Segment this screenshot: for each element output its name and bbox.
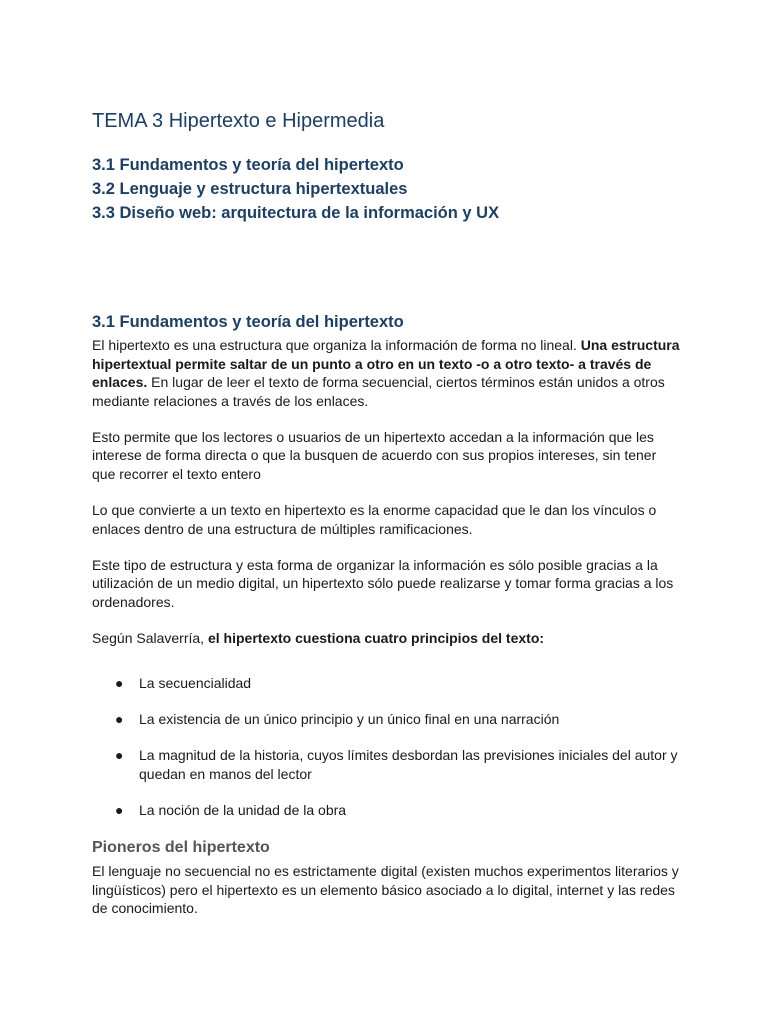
paragraph-4: Este tipo de estructura y esta forma de organizar la información es sólo posible gracias a la utilización de un medio digital, un hipertexto sólo puede realizarse y tomar forma gracias a los ordenadores.	[92, 556, 674, 611]
paragraph-1-bold: Una estructura hipertextual permite saltar de un punto a otro en un texto -o a otro texto- a través de enlaces.	[92, 337, 680, 391]
paragraph-5-bold: el hipertexto cuestiona cuatro principios del texto:	[207, 630, 545, 647]
bullet-icon: ●	[115, 801, 124, 818]
paragraph-5	[92, 629, 682, 648]
paragraph-2: Esto permite que los lectores o usuarios de un hipertexto accedan a la información que les interese de forma directa o que la busquen de acuerdo con sus propios intereses, sin tener que recorrer el texto entero	[92, 428, 657, 483]
table-of-contents	[92, 153, 682, 225]
subsection-paragraph-1: El lenguaje no secuencial no es estrictamente digital (existen muchos experimentos literarios y lingüísticos) pero el hipertexto es un elemento básico asociado a lo digital, internet y las redes de conocimiento.	[92, 863, 679, 917]
toc-item-3-1: 3.1 Fundamentos y teoría del hipertexto	[92, 156, 404, 174]
principles-list	[92, 674, 682, 820]
list-item	[92, 746, 682, 783]
list-item-text: La noción de la unidad de la obra	[139, 801, 347, 818]
paragraph-5-text-a: Según Salaverría,	[92, 630, 208, 647]
toc-item-3-3: 3.3 Diseño web: arquitectura de la información y UX	[92, 204, 500, 222]
paragraph-1	[92, 336, 682, 410]
paragraph-3: Lo que convierte a un texto en hipertexto es la enorme capacidad que le dan los vínculos o enlaces dentro de una estructura de múltiples ramificaciones.	[92, 502, 657, 537]
list-item	[92, 801, 682, 820]
subsection-heading: Pioneros del hipertexto	[92, 839, 270, 857]
list-item-text: La magnitud de la historia, cuyos límites desbordan las previsiones iniciales del autor y quedan en manos del lector	[139, 747, 678, 782]
list-item	[92, 710, 682, 729]
list-item-text: La existencia de un único principio y un único final en una narración	[139, 710, 560, 727]
bullet-icon: ●	[115, 747, 124, 764]
bullet-icon: ●	[115, 674, 124, 691]
bullet-icon: ●	[115, 710, 124, 727]
section-heading: 3.1 Fundamentos y teoría del hipertexto	[92, 313, 404, 331]
document-title: TEMA 3 Hipertexto e Hipermedia	[92, 110, 385, 132]
document-page	[92, 108, 682, 935]
list-item	[92, 674, 682, 693]
paragraph-1-text-c: En lugar de leer el texto de forma secuencial, ciertos términos están unidos a otros mediante relaciones a través de los enlaces.	[92, 374, 665, 409]
toc-item-3-2: 3.2 Lenguaje y estructura hipertextuales	[92, 180, 408, 198]
paragraph-1-text-a: El hipertexto es una estructura que organiza la información de forma no lineal.	[92, 337, 581, 353]
list-item-text: La secuencialidad	[139, 674, 252, 691]
